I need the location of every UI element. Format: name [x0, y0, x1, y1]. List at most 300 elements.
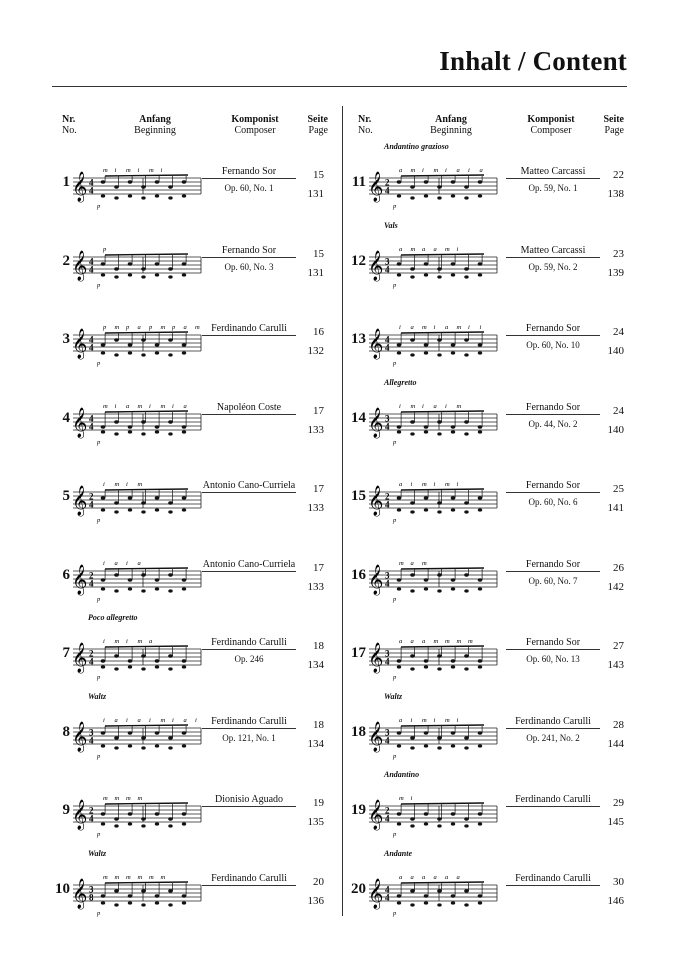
note-head	[128, 659, 133, 662]
entry-number: 1	[62, 174, 70, 190]
bass-note	[128, 430, 132, 433]
bass-note	[155, 822, 159, 825]
treble-clef-icon: 𝄞	[368, 564, 384, 595]
composer-cell	[506, 480, 600, 507]
page-number-secondary: 135	[307, 816, 324, 828]
music-incipit	[73, 394, 203, 454]
note-head	[182, 496, 187, 499]
note-head	[437, 573, 442, 576]
bass-note	[114, 589, 118, 592]
time-signature-top: 3	[385, 570, 390, 580]
bass-note	[451, 194, 455, 197]
note-head	[141, 185, 146, 188]
thumb-fingering: p	[97, 203, 101, 210]
treble-clef-icon: 𝄞	[368, 721, 384, 752]
note-head	[168, 817, 173, 820]
fingering-mark: i	[160, 167, 163, 174]
composer-name: Napoléon Coste	[216, 401, 282, 413]
content-entry	[348, 691, 630, 778]
page-numbers	[598, 323, 624, 361]
fingering-mark: a	[399, 245, 403, 253]
bass-note	[464, 353, 468, 356]
fingering-mark: a	[399, 638, 403, 645]
note-head	[182, 894, 187, 897]
page-number-primary: 15	[313, 247, 324, 260]
time-signature-top: 2	[385, 805, 390, 816]
page-number-primary: 17	[313, 561, 324, 574]
note-head	[464, 501, 469, 504]
time-signature-bottom: 4	[385, 342, 390, 353]
bass-note	[424, 508, 428, 511]
treble-clef-icon: 𝄞	[368, 329, 384, 359]
bass-note	[478, 194, 482, 197]
bass-note	[114, 903, 118, 906]
composer-cell	[202, 794, 296, 805]
note-head	[141, 654, 146, 657]
page-numbers	[298, 402, 324, 440]
note-head	[182, 578, 187, 581]
composer-rule	[506, 414, 600, 415]
treble-clef-icon: 𝄞	[72, 486, 88, 516]
composer-rule	[506, 806, 600, 807]
note-head	[101, 812, 106, 815]
entry-number: 9	[62, 802, 70, 818]
composer-name: Ferdinando Carulli	[515, 794, 591, 805]
note-head	[101, 262, 106, 265]
bass-note	[464, 196, 468, 199]
fingering-mark: a	[114, 559, 118, 567]
composer-rule	[202, 728, 296, 729]
thumb-fingering: p	[97, 438, 101, 446]
fingering-mark: i	[445, 402, 447, 410]
music-incipit	[73, 708, 203, 768]
opus-number: Op. 60, No. 1	[224, 183, 274, 193]
fingering-mark: i	[410, 481, 413, 488]
thumb-fingering: p	[393, 752, 397, 760]
page-number-primary: 25	[613, 483, 624, 495]
music-incipit	[73, 786, 203, 846]
composer-rule	[202, 335, 296, 336]
bass-note	[464, 903, 468, 906]
fingering-mark: a	[410, 638, 414, 645]
composer-name: Fernando Sor	[525, 401, 581, 413]
music-incipit	[369, 708, 499, 768]
time-signature-bottom: 4	[89, 185, 94, 196]
page-number-secondary: 142	[607, 580, 624, 593]
bass-note	[397, 194, 401, 197]
note-head	[114, 185, 119, 188]
bass-note	[410, 746, 414, 749]
composer-cell	[506, 244, 600, 272]
note-head	[437, 501, 442, 504]
note-head	[424, 425, 429, 428]
note-head	[397, 731, 402, 734]
page-numbers	[598, 873, 624, 911]
beam	[105, 568, 188, 569]
note-head	[478, 262, 483, 265]
fingering-mark: m	[137, 795, 143, 802]
note-head	[397, 496, 402, 499]
time-signature-bottom: 4	[89, 264, 94, 274]
bass-note	[397, 587, 401, 590]
bass-note	[141, 746, 145, 749]
note-head	[397, 425, 402, 428]
note-head	[155, 731, 160, 734]
page-numbers	[598, 166, 624, 204]
bass-note	[182, 508, 186, 511]
thumb-fingering: p	[393, 595, 397, 603]
composer-name: Ferdinando Carulli	[211, 323, 287, 334]
note-head	[397, 343, 402, 346]
fingering-mark: m	[399, 559, 404, 567]
bass-note	[410, 667, 414, 670]
note-head	[464, 185, 469, 188]
note-head	[182, 659, 187, 662]
page-number-primary: 28	[613, 718, 624, 731]
bass-note	[424, 822, 428, 825]
fingering-mark: a	[183, 324, 187, 331]
note-head	[397, 578, 402, 581]
bass-note	[464, 510, 468, 513]
time-signature-top: 4	[89, 413, 94, 423]
note-head	[128, 496, 133, 499]
note-head	[128, 731, 133, 734]
fingering-mark: i	[399, 324, 401, 331]
note-head	[478, 496, 483, 499]
music-incipit	[73, 315, 203, 375]
page-number-secondary: 141	[607, 502, 624, 514]
fingering-mark: i	[433, 716, 436, 724]
note-head	[424, 731, 429, 734]
content-entry	[52, 472, 342, 542]
bass-note	[410, 432, 414, 435]
fingering-mark: i	[103, 638, 105, 645]
treble-clef-icon: 𝄞	[72, 329, 88, 359]
entry-number: 5	[62, 488, 70, 504]
page-numbers	[298, 559, 324, 597]
thumb-fingering: p	[393, 360, 397, 367]
note-head	[464, 817, 469, 820]
fingering-mark: a	[399, 167, 403, 174]
fingering-mark: m	[126, 873, 131, 881]
time-signature-bottom: 4	[89, 421, 94, 431]
note-head	[437, 654, 442, 657]
fingering-mark: a	[410, 873, 414, 881]
bass-note	[101, 822, 105, 825]
fingering-mark: i	[422, 402, 424, 410]
opus-number: Op. 60, No. 7	[528, 575, 578, 586]
tempo-marking: Poco allegretto	[88, 613, 138, 622]
time-signature-bottom: 4	[89, 499, 94, 510]
fingering-mark: i	[137, 167, 140, 174]
note-head	[114, 267, 119, 270]
note-head	[478, 812, 483, 815]
bass-note	[397, 351, 401, 354]
fingering-mark: m	[160, 716, 166, 724]
note-head	[464, 420, 469, 423]
note-head	[464, 267, 469, 270]
page-number-primary: 22	[613, 169, 624, 181]
bass-note	[464, 824, 468, 827]
bass-note	[478, 822, 482, 825]
bass-note	[128, 273, 132, 276]
composer-cell	[202, 480, 296, 491]
fingering-mark: m	[399, 795, 404, 802]
note-head	[114, 736, 119, 739]
fingering-mark: i	[468, 324, 470, 331]
note-head	[437, 736, 442, 739]
fingering-mark: p	[126, 324, 130, 331]
header-number: Nr. No.	[358, 114, 373, 136]
fingering-mark: m	[126, 795, 131, 802]
bass-note	[464, 746, 468, 749]
note-head	[410, 185, 415, 188]
bass-note	[182, 665, 186, 668]
note-head	[168, 338, 173, 341]
entry-number: 8	[62, 723, 70, 740]
bass-note	[478, 744, 482, 747]
bass-note	[424, 194, 428, 197]
composer-rule	[506, 649, 600, 650]
time-signature-bottom: 4	[385, 892, 390, 902]
entry-number: 10	[55, 880, 70, 897]
note-head	[182, 731, 187, 734]
fingering-mark: p	[172, 324, 176, 331]
bass-note	[464, 667, 468, 670]
entry-number: 4	[62, 409, 70, 426]
beam	[401, 568, 484, 569]
bass-note	[410, 510, 414, 513]
fingering-mark: i	[468, 167, 470, 174]
thumb-fingering: p	[97, 281, 101, 289]
note-head	[464, 573, 469, 576]
bass-note	[437, 432, 441, 435]
entry-number: 3	[62, 331, 70, 347]
fingering-mark: m	[445, 638, 450, 645]
content-entry	[348, 848, 630, 935]
bass-note	[114, 824, 118, 827]
beam	[105, 725, 188, 726]
composer-name: Fernando Sor	[525, 323, 581, 334]
bass-note	[437, 196, 441, 199]
note-head	[101, 731, 106, 734]
thumb-fingering: p	[97, 752, 101, 760]
composer-cell	[202, 323, 296, 334]
composer-cell	[506, 401, 600, 429]
note-head	[478, 425, 483, 428]
bass-note	[424, 587, 428, 590]
bass-note	[437, 353, 441, 356]
composer-name: Ferdinando Carulli	[211, 872, 287, 884]
fingering-mark: i	[399, 402, 401, 410]
header-page: Seite Page	[307, 114, 328, 136]
bass-note	[478, 901, 482, 904]
note-head	[478, 894, 483, 897]
fingering-mark: m	[149, 167, 154, 174]
fingering-mark: m	[433, 167, 439, 174]
bass-note	[182, 822, 186, 825]
note-head	[437, 267, 442, 270]
bass-note	[397, 508, 401, 511]
bass-note	[424, 665, 428, 668]
music-incipit	[73, 237, 203, 297]
note-head	[182, 262, 187, 265]
note-head	[155, 812, 160, 815]
content-entry	[52, 394, 342, 464]
fingering-mark: m	[445, 245, 450, 253]
page-number-primary: 16	[313, 326, 324, 338]
bass-note	[155, 744, 159, 747]
content-entry	[348, 377, 630, 464]
fingering-mark: m	[114, 795, 120, 802]
note-head	[155, 659, 160, 662]
fingering-mark: a	[433, 873, 437, 881]
note-head	[397, 812, 402, 815]
tempo-marking: Vals	[384, 220, 398, 230]
time-signature-bottom: 4	[89, 342, 94, 353]
fingering-mark: p	[103, 245, 107, 253]
note-head	[451, 731, 456, 734]
fingering-mark: a	[422, 245, 426, 253]
fingering-mark: i	[149, 402, 151, 410]
fingering-mark: i	[456, 481, 459, 488]
fingering-mark: m	[103, 795, 108, 802]
note-head	[410, 338, 415, 341]
fingering-mark: a	[399, 716, 403, 724]
bass-note	[141, 196, 145, 199]
beam	[105, 411, 188, 412]
note-head	[101, 496, 106, 499]
bass-note	[410, 903, 414, 906]
note-head	[478, 659, 483, 662]
bass-note	[451, 273, 455, 276]
composer-name: Fernando Sor	[221, 166, 277, 177]
opus-number: Op. 60, No. 6	[528, 497, 578, 507]
fingering-mark: a	[422, 638, 426, 645]
note-head	[397, 659, 402, 662]
thumb-fingering: p	[393, 909, 397, 917]
thumb-fingering: p	[97, 831, 101, 838]
fingering-mark: a	[410, 559, 414, 567]
composer-name: Fernando Sor	[525, 558, 581, 570]
bass-note	[168, 589, 172, 592]
note-head	[182, 812, 187, 815]
time-signature-top: 4	[385, 334, 390, 345]
note-head	[410, 817, 415, 820]
bass-note	[437, 667, 441, 670]
fingering-mark: i	[126, 638, 128, 645]
page-number-primary: 17	[313, 483, 324, 495]
note-head	[101, 578, 106, 581]
time-signature-top: 3	[89, 727, 94, 737]
bass-note	[182, 194, 186, 197]
note-head	[410, 267, 415, 270]
page-number-secondary: 133	[307, 423, 324, 436]
fingering-mark: a	[410, 324, 414, 331]
bass-note	[168, 353, 172, 356]
bass-note	[424, 744, 428, 747]
bass-note	[168, 196, 172, 199]
note-head	[141, 420, 146, 423]
fingering-mark: a	[149, 638, 153, 645]
bass-note	[155, 351, 159, 354]
fingering-mark: m	[422, 559, 427, 567]
bass-note	[397, 273, 401, 276]
opus-number: Op. 59, No. 1	[528, 183, 578, 193]
bass-note	[141, 275, 145, 278]
bass-note	[128, 351, 132, 354]
fingering-mark: m	[149, 873, 154, 881]
tempo-marking: Waltz	[88, 691, 107, 701]
page-numbers	[298, 166, 324, 204]
fingering-mark: m	[114, 873, 120, 881]
entry-number: 14	[351, 409, 366, 426]
bass-note	[128, 194, 132, 197]
note-head	[464, 338, 469, 341]
note-head	[155, 180, 160, 183]
fingering-mark: m	[422, 481, 427, 488]
fingering-mark: m	[160, 873, 166, 881]
bass-note	[101, 508, 105, 511]
time-signature-top: 3	[385, 256, 390, 266]
tempo-marking: Andantino	[384, 770, 420, 779]
thumb-fingering: p	[393, 517, 397, 524]
page-number-primary: 19	[313, 797, 324, 809]
time-signature-top: 4	[89, 256, 94, 266]
music-incipit	[369, 472, 499, 532]
fingering-mark: a	[433, 402, 437, 410]
page-number-secondary: 146	[607, 894, 624, 907]
fingering-mark: m	[114, 638, 120, 645]
page-number-secondary: 144	[607, 737, 624, 750]
time-signature-top: 2	[89, 805, 94, 816]
fingering-mark: i	[103, 716, 105, 724]
bass-note	[478, 430, 482, 433]
composer-rule	[202, 257, 296, 258]
content-entry	[52, 158, 342, 228]
fingering-mark: i	[126, 481, 128, 488]
treble-clef-icon: 𝄞	[72, 878, 88, 909]
page-number-secondary: 139	[607, 266, 624, 279]
composer-cell	[202, 559, 296, 570]
page-number-secondary: 134	[307, 737, 324, 750]
entry-number: 12	[351, 252, 366, 269]
page-numbers	[598, 794, 624, 832]
bass-note	[437, 589, 441, 592]
treble-clef-icon: 𝄞	[368, 407, 384, 438]
note-head	[128, 812, 133, 815]
bass-note	[141, 432, 145, 435]
note-head	[437, 817, 442, 820]
header-page: Seite Page	[603, 114, 624, 136]
composer-name: Antonio Cano-Curriela	[202, 480, 296, 491]
bass-note	[182, 587, 186, 590]
tempo-marking: Waltz	[384, 691, 403, 701]
entry-number: 6	[62, 566, 70, 583]
bass-note	[114, 510, 118, 513]
column-divider	[342, 106, 343, 916]
composer-rule	[202, 649, 296, 650]
page-number-primary: 23	[613, 247, 624, 260]
bass-note	[155, 273, 159, 276]
bass-note	[451, 822, 455, 825]
fingering-mark: i	[103, 559, 105, 567]
composer-rule	[202, 571, 296, 572]
music-incipit	[369, 315, 499, 375]
opus-number: Op. 60, No. 3	[224, 261, 274, 272]
page-numbers	[598, 716, 624, 754]
beam	[401, 882, 484, 883]
